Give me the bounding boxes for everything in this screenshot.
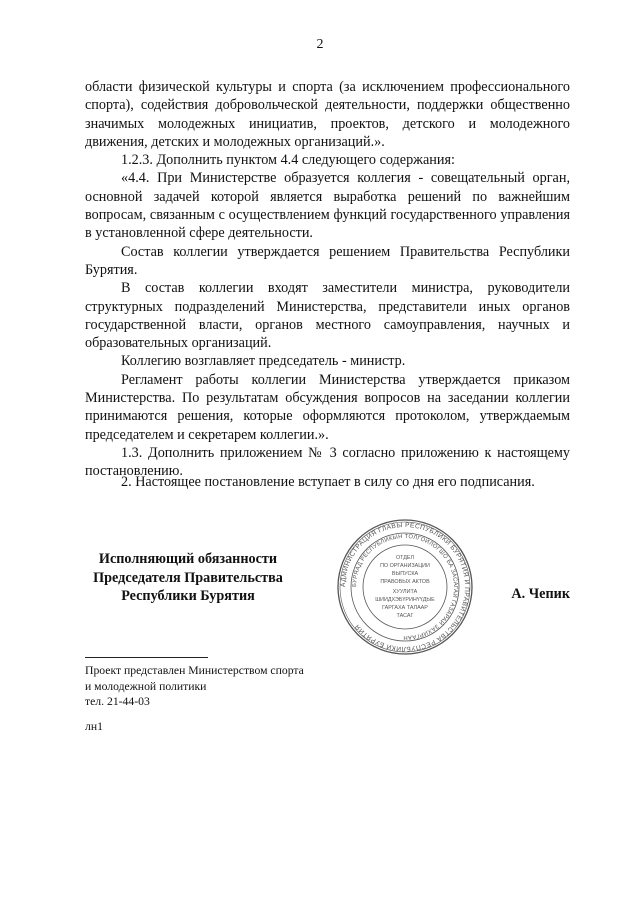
paragraph-collegium-members: В состав коллегии входят заместители министра, руководители структурных подразделений Министерства, представители иных органов государственной власти, органов местного самоуправления, научных и образовательных организаций. (85, 280, 570, 352)
seal-inner-text: БУРЯАД РЕСПУБЛИКЫН ТОЛГОЙЛОГШО БА ЗАСАГАЙ ГАЗАРАЙ ЗАХИРГААН (351, 533, 459, 641)
signer-title (76, 550, 300, 606)
signer-title-line: Председателя Правительства (93, 569, 283, 586)
paragraph-1-3: 1.3. Дополнить приложением № 3 согласно приложению к настоящему постановлению. (85, 444, 570, 480)
seal-center-line: ВЫПУСКА (391, 571, 419, 577)
official-seal (335, 517, 475, 657)
page-number: 2 (316, 37, 324, 52)
footnote-divider (85, 657, 208, 658)
seal-center-line: ХУУЛИТА (392, 589, 418, 595)
svg-text:АДМИНИСТРАЦИЯ ГЛАВЫ РЕСПУБЛИКИ (340, 522, 470, 652)
footnote (85, 663, 304, 710)
seal-center-line: ПРАВОВЫХ АКТОВ (380, 579, 430, 585)
seal-outer-text: АДМИНИСТРАЦИЯ ГЛАВЫ РЕСПУБЛИКИ БУРЯТИЯ И ПРАВИТЕЛЬСТВА РЕСПУБЛИКИ БУРЯТИЯ (339, 521, 471, 653)
signer-title-line: Исполняющий обязанности (98, 551, 278, 567)
paragraph-collegium-chair: Коллегию возглавляет председатель - министр. (121, 353, 406, 370)
paragraph-continuation: области физической культуры и спорта (за исключением профессионального спорта), содействия добровольческой деятельности, поддержки общественно значимых молодежных инициатив, проектов, детского и молодежного движения, детских и молодежных организаций.». (85, 79, 570, 150)
seal-center-line: ТАСАГ (396, 613, 414, 619)
document-body (85, 78, 570, 481)
seal-center-line: ОТДЕЛ (395, 555, 415, 561)
seal-center-line: ПО ОРГАНИЗАЦИИ (380, 563, 430, 569)
svg-text:БУРЯАД РЕСПУБЛИКЫН ТОЛГОЙЛОГШО (352, 534, 460, 640)
signer-name: А. Чепик (511, 586, 570, 602)
seal-center-line: ГАРГАХА ТАЛААР (382, 605, 428, 611)
seal-center-line: ШИИДХЭБҮРИНҮҮДЫЕ (375, 597, 435, 603)
paragraph-1-2-3: 1.2.3. Дополнить пунктом 4.4 следующего содержания: (121, 152, 455, 169)
signer-title-line: Республики Бурятия (121, 588, 255, 604)
seal-stamp-image (335, 517, 475, 657)
footnote-line: Проект представлен Министерством спорта (85, 664, 304, 677)
paragraph-4-4: «4.4. При Министерстве образуется коллегия - совещательный орган, основной задачей которой является выработка решений по важнейшим вопросам, связанным с осуществлением функций государственного управления в установленной сфере деятельности. (85, 170, 570, 242)
paragraph-collegium-composition: Состав коллегии утверждается решением Правительства Республики Бурятия. (85, 243, 570, 278)
paragraph-collegium-regulation: Регламент работы коллегии Министерства утверждается приказом Министерства. По результатам обсуждения вопросов на заседании коллегии принимаются решения, которые оформляются протоколом, утверждаемым председателем и секретарем коллегии.». (85, 371, 570, 443)
footnote-line: тел. 21-44-03 (85, 695, 150, 708)
document-code: лн1 (85, 720, 103, 733)
paragraph-2: 2. Настоящее постановление вступает в силу со дня его подписания. (121, 474, 535, 490)
footnote-line: и молодежной политики (85, 679, 207, 693)
